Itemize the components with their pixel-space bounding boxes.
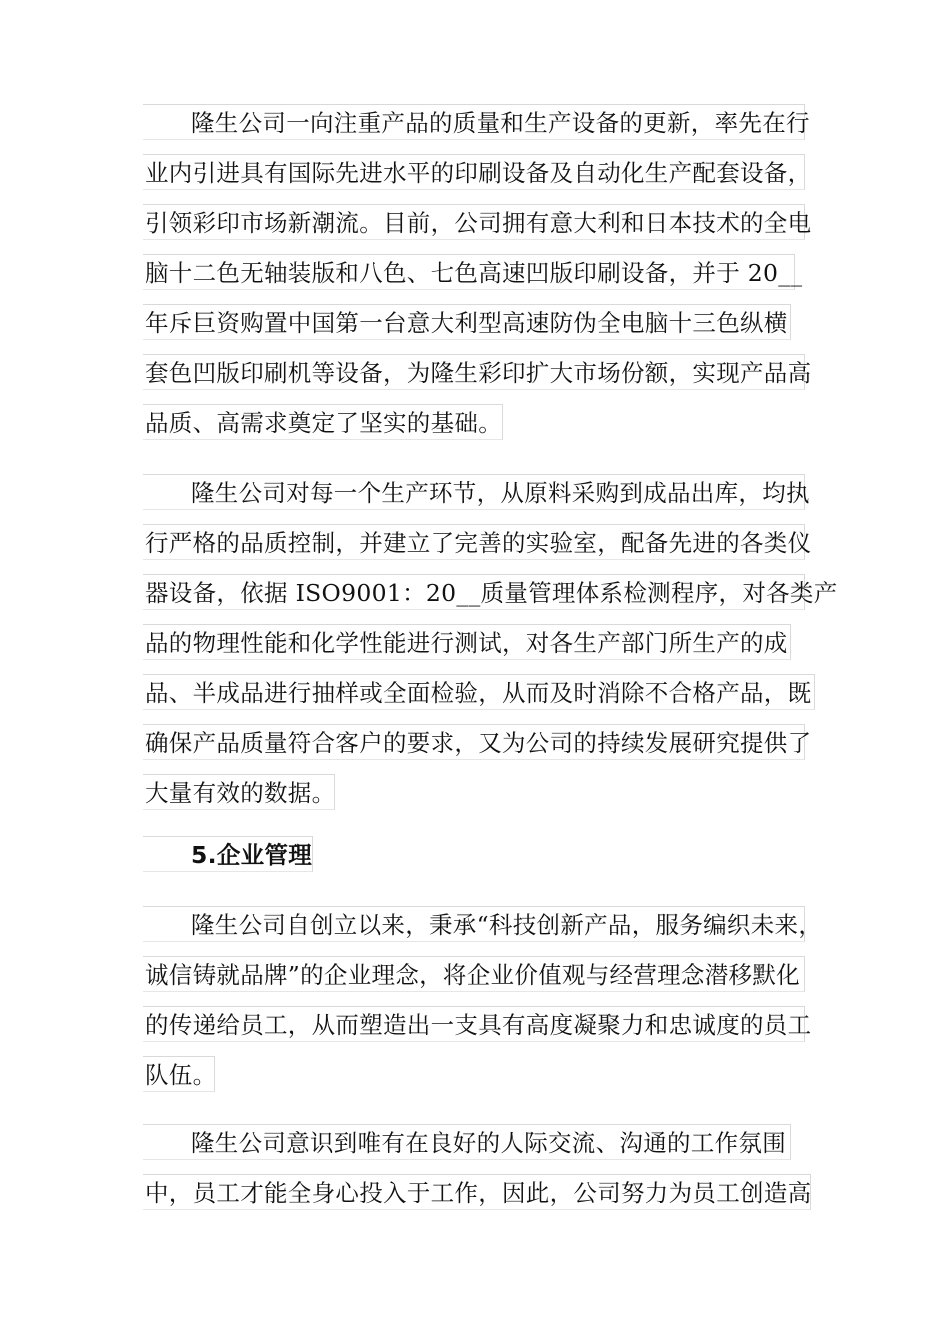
paragraph-2-line-6: 确保产品质量符合客户的要求，又为公司的持续发展研究提供了 — [143, 724, 805, 760]
paragraph-4-line-2: 中，员工才能全身心投入于工作，因此，公司努力为员工创造高 — [143, 1174, 811, 1210]
paragraph-2-line-4: 品的物理性能和化学性能进行测试，对各生产部门所生产的成 — [143, 624, 791, 660]
paragraph-3-line-2: 诚信铸就品牌”的企业理念，将企业价值观与经营理念潜移默化 — [143, 956, 805, 992]
paragraph-1-line-3: 引领彩印市场新潮流。目前，公司拥有意大利和日本技术的全电 — [143, 204, 805, 240]
paragraph-1-line-4: 脑十二色无轴装版和八色、七色高速凹版印刷设备，并于 20__ — [143, 254, 795, 290]
paragraph-3-line-1: 隆生公司自创立以来，秉承“科技创新产品，服务编织未来， — [143, 906, 805, 942]
paragraph-1-line-5: 年斥巨资购置中国第一台意大利型高速防伪全电脑十三色纵横 — [143, 304, 791, 340]
paragraph-1-line-6: 套色凹版印刷机等设备，为隆生彩印扩大市场份额，实现产品高 — [143, 354, 805, 390]
paragraph-4-line-1: 隆生公司意识到唯有在良好的人际交流、沟通的工作氛围 — [143, 1124, 791, 1160]
paragraph-2-line-3: 器设备，依据 ISO9001：20__质量管理体系检测程序，对各类产 — [143, 574, 805, 610]
section-heading: 5.企业管理 — [143, 836, 313, 872]
paragraph-2-line-7: 大量有效的数据。 — [143, 774, 335, 810]
paragraph-2-line-2: 行严格的品质控制，并建立了完善的实验室，配备先进的各类仪 — [143, 524, 805, 560]
paragraph-1-line-1: 隆生公司一向注重产品的质量和生产设备的更新，率先在行 — [143, 104, 805, 140]
paragraph-3-line-3: 的传递给员工，从而塑造出一支具有高度凝聚力和忠诚度的员工 — [143, 1006, 805, 1042]
paragraph-3-line-4: 队伍。 — [143, 1056, 215, 1092]
paragraph-1-line-7: 品质、高需求奠定了坚实的基础。 — [143, 404, 503, 440]
paragraph-1-line-2: 业内引进具有国际先进水平的印刷设备及自动化生产配套设备， — [143, 154, 805, 190]
paragraph-2-line-5: 品、半成品进行抽样或全面检验，从而及时消除不合格产品，既 — [143, 674, 815, 710]
paragraph-2-line-1: 隆生公司对每一个生产环节，从原料采购到成品出库，均执 — [143, 474, 805, 510]
